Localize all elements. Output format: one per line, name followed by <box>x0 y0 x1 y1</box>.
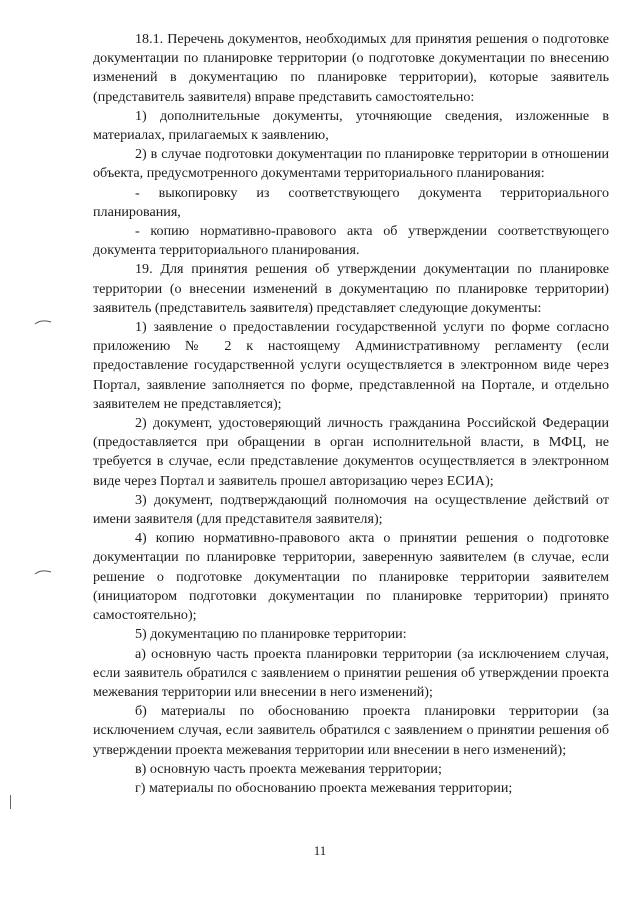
margin-mark <box>34 318 52 326</box>
paragraph-19-item-5-g: г) материалы по обоснованию проекта межевания территории; <box>135 779 513 796</box>
page-number: 11 <box>313 843 327 858</box>
paragraph-18-1-item-2-dash-1: - выкопировку из соответствующего документа территориального планирования, <box>93 184 609 220</box>
paragraph-18-1-item-2-dash-2: - копию нормативно-правового акта об утверждении соответствующего документа территориального планирования. <box>93 223 609 259</box>
paragraph-18-1-item-2: 2) в случае подготовки документации по планировке территории в отношении объекта, предусмотренного документами территориального планирования: <box>93 146 609 182</box>
paragraph-19-item-5-a: а) основную часть проекта планировки территории (за исключением случая, если заявитель обратился с заявлением о принятии решения об утверждении проекта межевания территории или внесении в него изменений); <box>93 645 609 700</box>
paragraph-19-item-1: 1) заявление о предоставлении государственной услуги по форме согласно приложению № 2 к настоящему Административному регламенту (если предоставление государственной услуги осуществляется в электронном виде через Портал, заявление заполняется по форме, представленной на Портале, и отдельно заявителем не представляется); <box>93 319 609 412</box>
margin-mark <box>34 568 52 576</box>
paragraph-18-1: 18.1. Перечень документов, необходимых для принятия решения о подготовке документации по планировке территории (о подготовке документации по внесению изменений в документацию по планировке территории), которые заявитель (представитель заявителя) вправе представить самостоятельно: <box>93 31 609 105</box>
paragraph-19-item-3: 3) документ, подтверждающий полномочия на осуществление действий от имени заявителя (для представителя заявителя); <box>93 491 609 528</box>
margin-mark <box>9 795 12 809</box>
paragraph-19-item-5-v: в) основную часть проекта межевания территории; <box>135 760 442 777</box>
paragraph-18-1-item-1: 1) дополнительные документы, уточняющие сведения, изложенные в материалах, прилагаемых к заявлению, <box>93 107 609 144</box>
paragraph-19-item-2: 2) документ, удостоверяющий личность гражданина Российской Федерации (предоставляется при обращении в орган исполнительной власти, в МФЦ, не требуется в случае, если представление документов осуществляется в электронном виде через Портал и заявитель прошел авторизацию через ЕСИА); <box>93 415 609 489</box>
paragraph-19: 19. Для принятия решения об утверждении документации по планировке территории (о внесении изменений в документацию по планировке территории) заявитель (представитель заявителя) представляет следующие документы: <box>93 261 609 316</box>
paragraph-19-item-4: 4) копию нормативно-правового акта о принятии решения о подготовке документации по планировке территории, заверенную заявителем (в случае, если решение о подготовке документации по планировке территории заявителем (инициатором подготовки документации по планировке территории) принято самостоятельно); <box>93 530 609 624</box>
document-body <box>93 30 609 798</box>
paragraph-19-item-5: 5) документацию по планировке территории: <box>135 626 407 643</box>
paragraph-19-item-5-b: б) материалы по обоснованию проекта планировки территории (за исключением случая, если заявитель обратился с заявлением о принятии решения об утверждении проекта межевания территории или внесении в него изменений); <box>93 703 609 758</box>
